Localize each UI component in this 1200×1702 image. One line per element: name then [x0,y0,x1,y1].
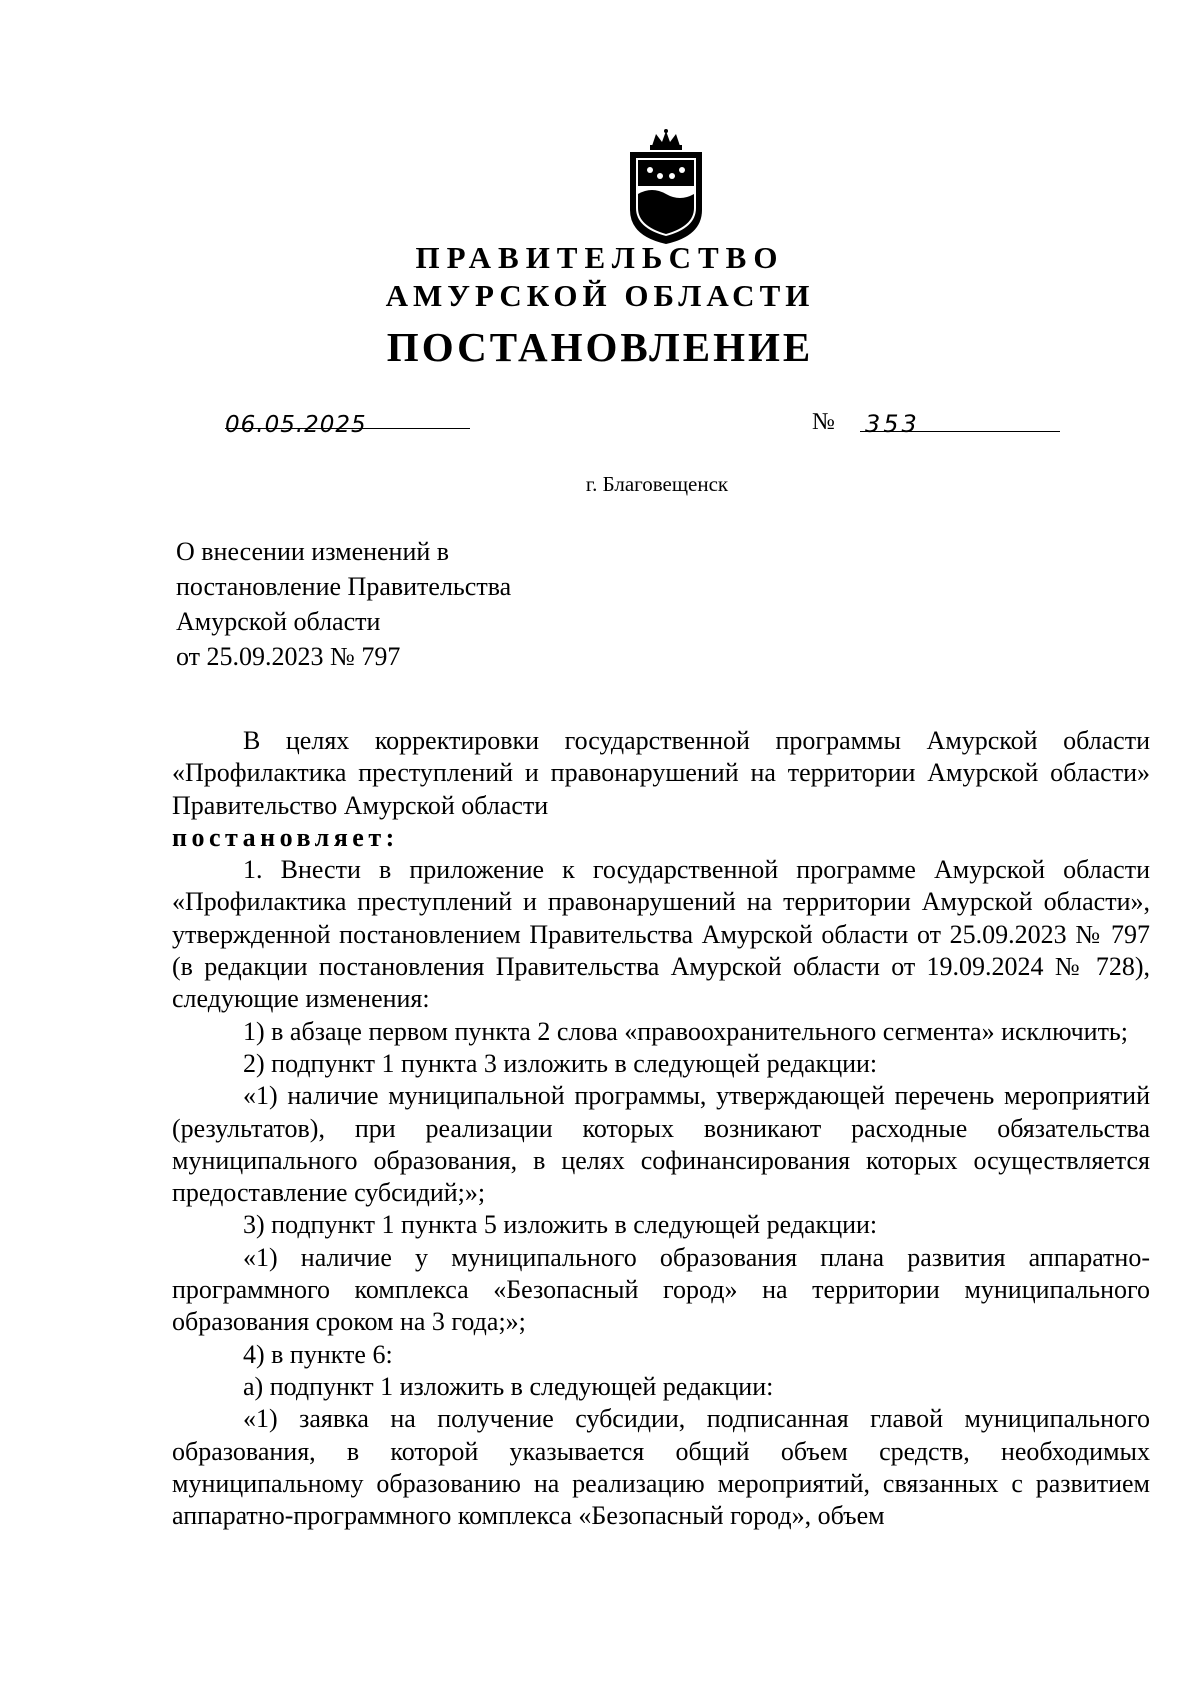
government-title-line2: АМУРСКОЙ ОБЛАСТИ [385,278,815,313]
date-underline [225,428,470,429]
number-sign: № [812,409,835,435]
document-date: 06.05.2025 [225,412,367,438]
body-paragraph: «1) наличие муниципальной программы, утверждающей перечень мероприятий (результатов), при реализации которых возникают расходные обязательства муниципального образования, в целях софинансирования которых осуществляется предоставление субсидий;»; [172,1081,1150,1208]
number-underline [860,431,1060,432]
subject-line: Амурской области [176,607,381,636]
body-paragraph: а) подпункт 1 изложить в следующей редакции: [243,1371,774,1401]
body-paragraph: 2) подпункт 1 пункта 3 изложить в следующей редакции: [243,1048,878,1078]
body-paragraph: 1. Внести в приложение к государственной программе Амурской области «Профилактика преступлений и правонарушений на территории Амурской области», утвержденной постановлением Правительства Амурской области от 25.09.2023 № 797 (в редакции постановления Правительства Амурской области от 19.09.2024 № 728), следующие изменения: [172,855,1150,1014]
body-paragraph: 3) подпункт 1 пункта 5 изложить в следующей редакции: [243,1210,878,1240]
body-paragraph: «1) заявка на получение субсидии, подписанная главой муниципального образования, в которой указывается общий объем средств, необходимых муниципальному образованию на реализацию мероприятий, связанных с развитием аппаратно-программного комплекса «Безопасный город», объем [172,1404,1150,1531]
coat-of-arms-icon [622,128,710,246]
body-paragraph: «1) наличие у муниципального образования плана развития аппаратно-программного комплекса «Безопасный город» на территории муниципального образования сроком на 3 года;»; [172,1242,1150,1337]
document-body [172,725,1150,1532]
document-type-title: ПОСТАНОВЛЕНИЕ [386,324,814,370]
subject-line: от 25.09.2023 № 797 [176,642,401,671]
subject-line: О внесении изменений в [176,537,450,566]
issue-place: г. Благовещенск [585,472,729,496]
body-paragraph: 4) в пункте 6: [243,1339,393,1369]
document-number: 353 [865,410,920,438]
government-title-line1: ПРАВИТЕЛЬСТВО [415,240,785,275]
document-subject [176,534,511,674]
resolves-keyword: постановляет: [172,822,399,852]
preamble-paragraph: В целях корректировки государственной программы Амурской области «Профилактика преступлений и правонарушений на территории Амурской области» Правительство Амурской области [172,726,1150,820]
body-paragraph: 1) в абзаце первом пункта 2 слова «правоохранительного сегмента» исключить; [243,1016,1129,1046]
subject-line: постановление Правительства [176,572,512,601]
